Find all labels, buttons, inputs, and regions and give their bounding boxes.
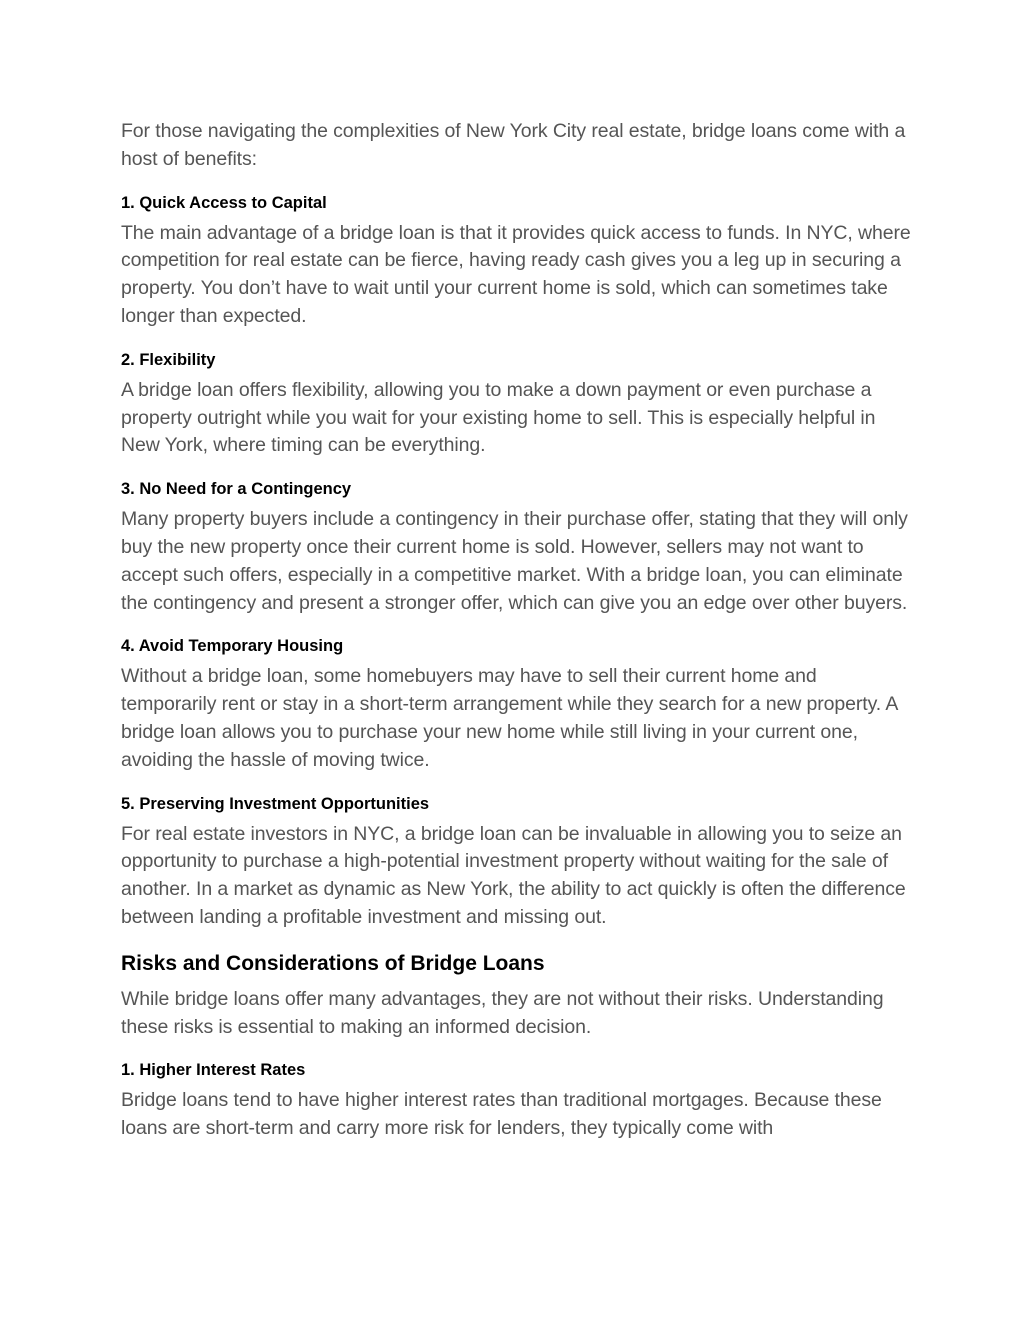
intro-paragraph: For those navigating the complexities of New York City real estate, bridge loans come with a host of benefits: xyxy=(121,120,906,170)
benefit-heading-investment: 5. Preserving Investment Opportunities xyxy=(121,794,430,813)
benefit-heading-temporary-housing: 4. Avoid Temporary Housing xyxy=(121,637,344,656)
document-page xyxy=(121,118,911,1143)
section-heading-risks: Risks and Considerations of Bridge Loans xyxy=(121,951,545,975)
benefit-body-temporary-housing: Without a bridge loan, some homebuyers may have to sell their current home and temporarily rent or stay in a short-term arrangement while they search for a new property. A bridge loan allows you to purchase your new home while still living in your current one, avoiding the hassle of moving twice. xyxy=(121,665,898,771)
benefit-heading-quick-access: 1. Quick Access to Capital xyxy=(121,193,327,212)
risk-heading-interest-rates: 1. Higher Interest Rates xyxy=(121,1061,306,1080)
benefit-heading-no-contingency: 3. No Need for a Contingency xyxy=(121,480,352,499)
risk-body-interest-rates: Bridge loans tend to have higher interest rates than traditional mortgages. Because these loans are short-term and carry more risk for lenders, they typically come with xyxy=(121,1089,882,1140)
benefit-body-quick-access: The main advantage of a bridge loan is that it provides quick access to funds. In NYC, where competition for real estate can be fierce, having ready cash gives you a leg up in securing a property. You don’t have to wait until your current home is sold, which can sometimes take longer than expected. xyxy=(121,221,911,327)
benefit-body-flexibility: A bridge loan offers flexibility, allowing you to make a down payment or even purchase a property outright while you wait for your existing home to sell. This is especially helpful in New York, where timing can be everything. xyxy=(121,378,876,457)
risks-intro-paragraph: While bridge loans offer many advantages, they are not without their risks. Understanding these risks is essential to making an informed decision. xyxy=(121,987,884,1038)
benefit-body-no-contingency: Many property buyers include a contingency in their purchase offer, stating that they will only buy the new property once their current home is sold. However, sellers may not want to accept such offers, especially in a competitive market. With a bridge loan, you can eliminate the contingency and present a stronger offer, which can give you an edge over other buyers. xyxy=(121,508,908,614)
benefit-heading-flexibility: 2. Flexibility xyxy=(121,350,216,369)
benefit-body-investment: For real estate investors in NYC, a bridge loan can be invaluable in allowing you to seize an opportunity to purchase a high-potential investment property without waiting for the sale of another. In a market as dynamic as New York, the ability to act quickly is often the difference between landing a profitable investment and missing out. xyxy=(121,822,906,928)
